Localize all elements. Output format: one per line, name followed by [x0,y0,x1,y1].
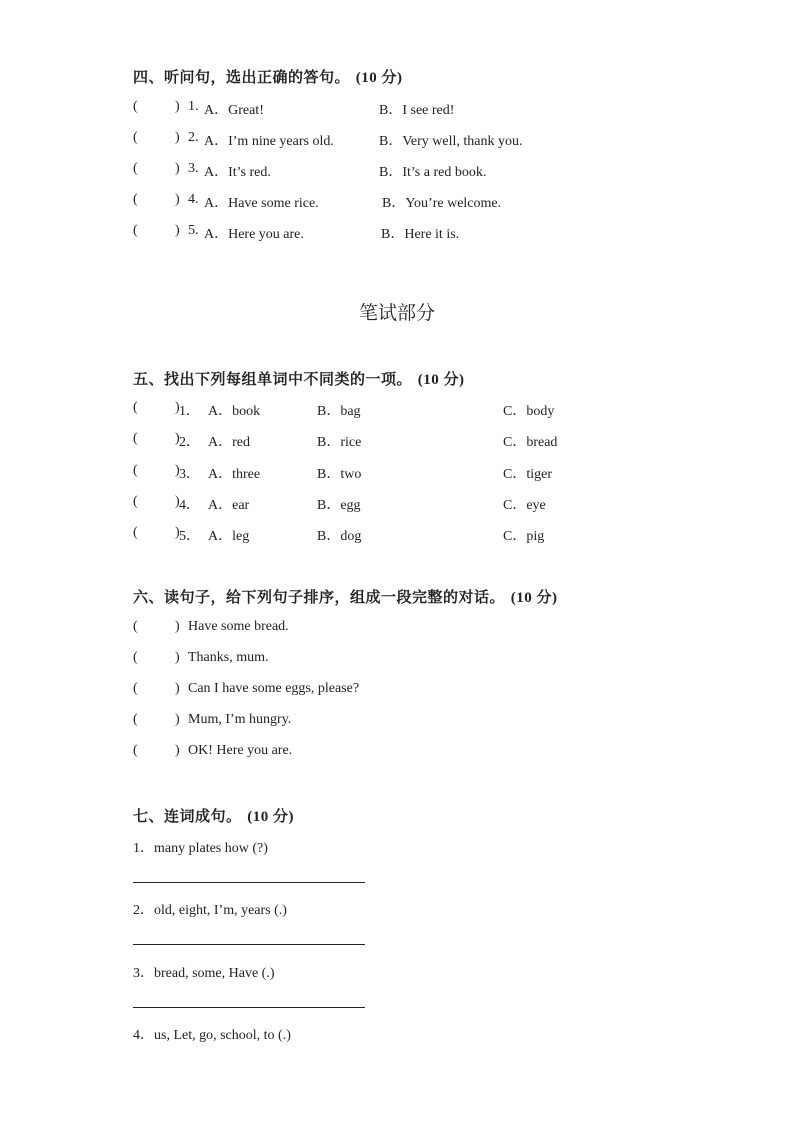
option-b: B．You’re welcome. [382,196,502,211]
section6-points: (10 分) [510,590,558,606]
word-group-row [133,463,573,483]
dialogue-sentence: Mum, I’m hungry. [188,712,292,727]
option-a: A．book [208,404,261,419]
question-number: 1． [179,404,200,419]
option-b: B．dog [317,529,362,544]
option-c: C．pig [503,529,545,544]
option-c: C．eye [503,498,546,513]
order-blank-close: ) [175,619,180,634]
option-a: A．red [208,435,250,450]
section5-heading [133,368,465,389]
question-row [133,99,573,119]
answer-blank-close: ) [175,494,180,509]
answer-blank-close: ) [175,525,180,540]
section7-heading-text: 七、连词成句。 [133,807,242,825]
scrambled-words: 4．us, Let, go, school, to (.) [133,1028,291,1043]
option-b: B．two [317,467,362,482]
dialogue-sentence-row [133,712,433,732]
dialogue-sentence-row [133,619,433,639]
scrambled-words: 3．bread, some, Have (.) [133,966,275,981]
answer-blank-open: ( [133,223,138,238]
option-c: C．body [503,404,555,419]
question-row [133,223,573,243]
option-b: B．egg [317,498,361,513]
answer-line[interactable] [133,944,365,945]
option-a: A．Great! [204,103,264,118]
answer-blank-close: ) [175,130,180,145]
answer-blank-close: ) [175,400,180,415]
answer-blank-close: ) [175,463,180,478]
answer-blank-open: ( [133,400,138,415]
order-blank-open: ( [133,681,138,696]
dialogue-sentence: Thanks, mum. [188,650,269,665]
answer-blank-close: ) [175,99,180,114]
question-number: 2. [188,130,199,145]
answer-blank-open: ( [133,99,138,114]
option-a: A．ear [208,498,250,513]
answer-blank-open: ( [133,161,138,176]
section6-heading-text: 六、读句子，给下列句子排序，组成一段完整的对话。 [133,588,506,606]
option-c: C．bread [503,435,558,450]
question-number: 3． [179,467,200,482]
question-number: 4． [179,498,200,513]
option-a: A．Here you are. [204,227,304,242]
option-a: A．I’m nine years old. [204,134,334,149]
question-number: 5. [188,223,199,238]
dialogue-sentence-row [133,681,433,701]
written-part-title: 笔试部分 [358,302,435,324]
option-a: A．Have some rice. [204,196,319,211]
answer-line[interactable] [133,1007,365,1008]
section4-heading-text: 四、听问句，选出正确的答句。 [133,68,351,86]
word-group-row [133,494,573,514]
order-blank-close: ) [175,650,180,665]
option-b: B．Here it is. [381,227,460,242]
word-group-row [133,525,573,545]
option-b: B．Very well, thank you. [379,134,523,149]
order-blank-close: ) [175,743,180,758]
answer-blank-open: ( [133,525,138,540]
order-blank-open: ( [133,712,138,727]
option-b: B．bag [317,404,361,419]
option-b: B．It’s a red book. [379,165,487,180]
dialogue-sentence: Can I have some eggs, please? [188,681,360,696]
word-group-row [133,431,573,451]
question-row [133,130,573,150]
dialogue-sentence-row [133,650,433,670]
order-blank-close: ) [175,712,180,727]
question-number: 1. [188,99,199,114]
option-c: C．tiger [503,467,552,482]
answer-line[interactable] [133,882,365,883]
question-number: 2． [179,435,200,450]
section5-heading-text: 五、找出下列每组单词中不同类的一项。 [133,370,413,388]
answer-blank-close: ) [175,192,180,207]
option-a: A．leg [208,529,250,544]
section4-heading [133,66,403,87]
question-number: 5． [179,529,200,544]
question-number: 4. [188,192,199,207]
question-row [133,161,573,181]
answer-blank-open: ( [133,192,138,207]
word-group-row [133,400,573,420]
section7-heading [133,805,294,826]
dialogue-sentence: OK! Here you are. [188,743,293,758]
option-a: A．It’s red. [204,165,271,180]
option-b: B．I see red! [379,103,455,118]
answer-blank-close: ) [175,223,180,238]
answer-blank-close: ) [175,431,180,446]
order-blank-close: ) [175,681,180,696]
answer-blank-open: ( [133,494,138,509]
scrambled-words: 1．many plates how (?) [133,841,268,856]
answer-blank-open: ( [133,431,138,446]
question-number: 3. [188,161,199,176]
answer-blank-open: ( [133,130,138,145]
section5-points: (10 分) [417,372,465,388]
option-a: A．three [208,467,261,482]
answer-blank-close: ) [175,161,180,176]
option-b: B．rice [317,435,362,450]
scrambled-words: 2．old, eight, I’m, years (.) [133,903,287,918]
section7-points: (10 分) [247,809,294,825]
order-blank-open: ( [133,650,138,665]
order-blank-open: ( [133,619,138,634]
answer-blank-open: ( [133,463,138,478]
question-row [133,192,573,212]
dialogue-sentence: Have some bread. [188,619,289,634]
order-blank-open: ( [133,743,138,758]
dialogue-sentence-row [133,743,433,763]
section6-heading [133,586,558,607]
section4-points: (10 分) [355,70,403,86]
